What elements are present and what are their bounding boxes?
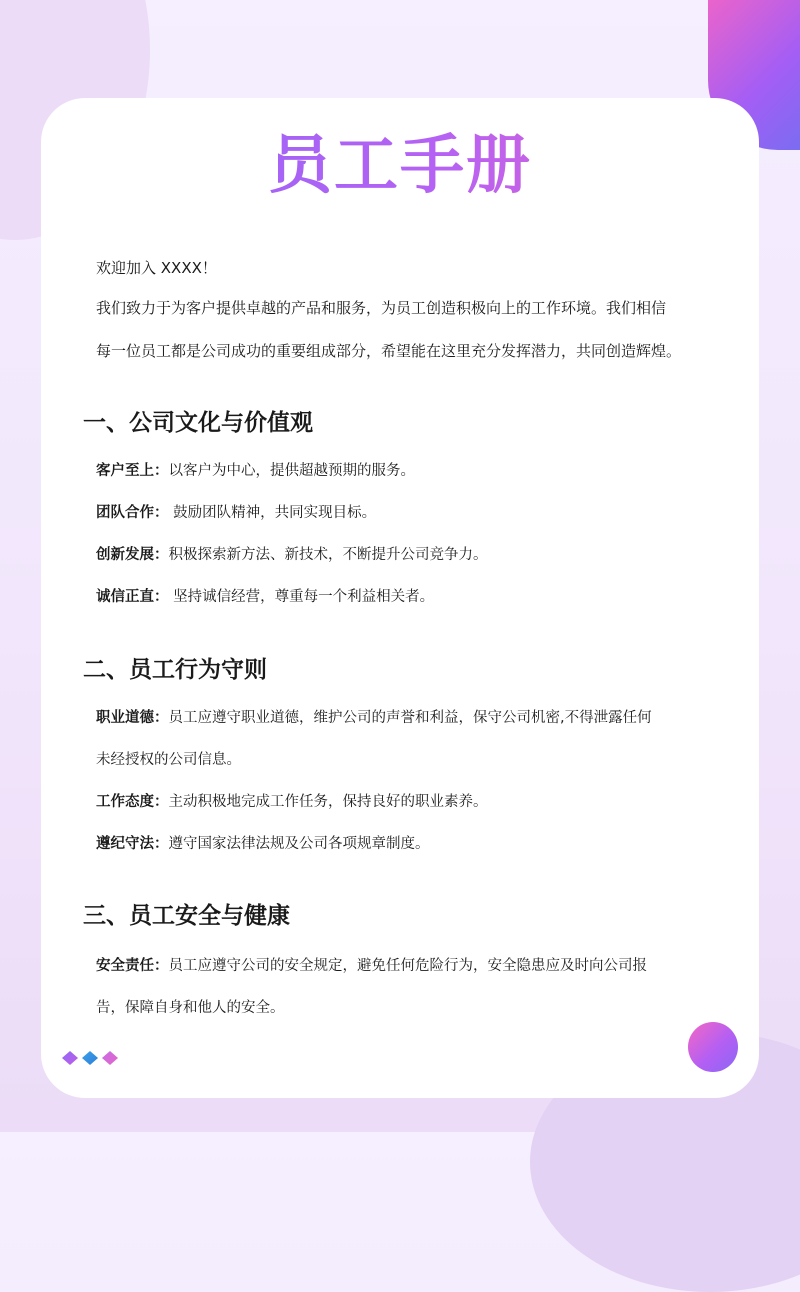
- section-heading-culture: 一、公司文化与价值观: [83, 410, 313, 436]
- list-item: [96, 955, 647, 977]
- list-item: [96, 460, 415, 482]
- list-item: [96, 791, 488, 813]
- item-label: 职业道德：: [96, 710, 169, 726]
- list-item: [96, 707, 652, 729]
- item-label: 客户至上：: [96, 463, 169, 479]
- page-title: 员工手册: [41, 118, 759, 214]
- list-item: [96, 586, 434, 608]
- list-item-continuation: 未经授权的公司信息。: [96, 752, 241, 768]
- list-item-continuation: 告，保障自身和他人的安全。: [96, 1000, 285, 1016]
- item-text: 员工应遵守公司的安全规定，避免任何危险行为，安全隐患应及时向公司报: [168, 958, 647, 974]
- intro-paragraph-line: 每一位员工都是公司成功的重要组成部分，希望能在这里充分发挥潜力，共同创造辉煌。: [96, 342, 682, 360]
- item-text: 员工应遵守职业道德，维护公司的声誉和利益，保守公司机密,不得泄露任何: [168, 710, 652, 726]
- item-label: 遵纪守法：: [96, 836, 169, 852]
- list-item: [96, 833, 430, 855]
- handbook-page: [41, 98, 759, 1098]
- item-label: 诚信正直：: [96, 589, 169, 605]
- intro-paragraph-line: 我们致力于为客户提供卓越的产品和服务，为员工创造积极向上的工作环境。我们相信: [96, 299, 667, 317]
- item-text: 积极探索新方法、新技术，不断提升公司竞争力。: [168, 547, 488, 563]
- item-text: 以客户为中心，提供超越预期的服务。: [168, 463, 415, 479]
- item-text: 鼓励团队精神，共同实现目标。: [168, 505, 377, 521]
- item-label: 工作态度：: [96, 794, 169, 810]
- item-label: 团队合作：: [96, 505, 169, 521]
- item-text: 坚持诚信经营，尊重每一个利益相关者。: [168, 589, 435, 605]
- decorative-circle: [688, 1022, 738, 1072]
- list-item: [96, 544, 488, 566]
- item-label: 创新发展：: [96, 547, 169, 563]
- decorative-diamonds-icon: [59, 1048, 129, 1068]
- section-heading-safety: 三、员工安全与健康: [83, 903, 290, 929]
- list-item: [96, 502, 376, 524]
- item-label: 安全责任：: [96, 958, 169, 974]
- section-heading-conduct: 二、员工行为守则: [83, 657, 267, 683]
- item-text: 遵守国家法律法规及公司各项规章制度。: [168, 836, 430, 852]
- intro-welcome: 欢迎加入 XXXX！: [96, 259, 217, 277]
- item-text: 主动积极地完成工作任务，保持良好的职业素养。: [168, 794, 488, 810]
